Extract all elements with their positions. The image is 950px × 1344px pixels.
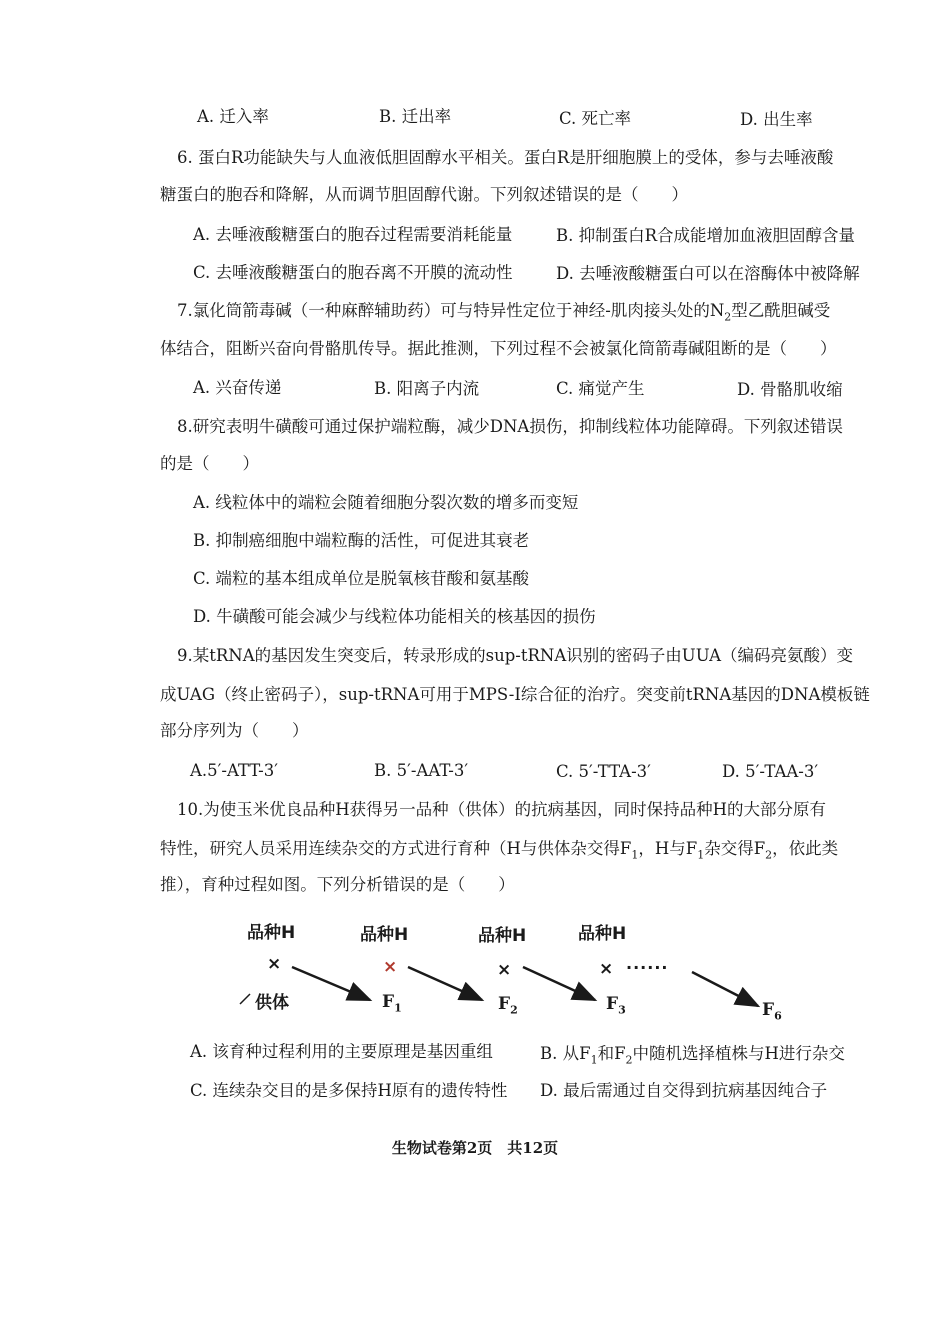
- cross-symbol-4: ×: [599, 959, 614, 979]
- q6-option-a: A. 去唾液酸糖蛋白的胞吞过程需要消耗能量: [193, 225, 513, 244]
- variety-h-label-2: 品种H: [360, 925, 409, 945]
- f2-subscript: 2: [510, 1003, 518, 1017]
- q7-option-d: D. 骨骼肌收缩: [737, 380, 843, 399]
- variety-h-label-1: 品种H: [247, 923, 296, 943]
- q7-stem-subscript: 2: [724, 310, 732, 324]
- q8-option-a: A. 线粒体中的端粒会随着细胞分裂次数的增多而变短: [193, 493, 579, 512]
- pen-mark: [240, 994, 250, 1004]
- generation-f3: [606, 994, 626, 1016]
- q10-option-a: A. 该育种过程利用的主要原理是基因重组: [190, 1042, 493, 1061]
- q9-option-b: B. 5′-AAT-3′: [374, 761, 469, 780]
- q8-option-d: D. 牛磺酸可能会减少与线粒体功能相关的核基因的损伤: [193, 607, 596, 626]
- q7-stem-line1: [177, 300, 830, 328]
- arrow-to-f3: [523, 967, 595, 1000]
- q8-stem-line1: 8.研究表明牛磺酸可通过保护端粒酶，减少DNA损伤，抑制线粒体功能障碍。下列叙述错误: [177, 417, 843, 436]
- q6-stem-line2: 糖蛋白的胞吞和降解，从而调节胆固醇代谢。下列叙述错误的是（ ）: [160, 185, 688, 204]
- q6-option-b: B. 抑制蛋白R合成能增加血液胆固醇含量: [556, 226, 856, 245]
- q5-option-a: A. 迁入率: [197, 107, 269, 126]
- q7-stem-line1-tail: 型乙酰胆碱受: [731, 301, 831, 320]
- donor-label: 供体: [255, 993, 289, 1013]
- q10-line2-part-c: 杂交得F: [704, 839, 766, 858]
- q10-stem-line1: 10.为使玉米优良品种H获得另一品种（供体）的抗病基因，同时保持品种H的大部分原有: [177, 800, 827, 819]
- q10-line2-part-d: ，依此类: [772, 839, 839, 858]
- q10-stem-line2: [160, 838, 838, 866]
- q5-option-b: B. 迁出率: [379, 107, 452, 126]
- q9-stem-line1: 9.某tRNA的基因发生突变后，转录形成的sup-tRNA识别的密码子由UUA（编码亮氨酸）变: [177, 646, 854, 665]
- generation-f6: [762, 1000, 782, 1022]
- f3-letter: F: [606, 994, 619, 1014]
- q10-line2-part-a: 特性，研究人员采用连续杂交的方式进行育种（H与供体杂交得F: [160, 839, 632, 858]
- variety-h-label-3: 品种H: [478, 926, 527, 946]
- q10-sub-1: 1: [631, 848, 639, 862]
- arrow-to-f6: [692, 972, 758, 1006]
- q9-stem-line2: 成UAG（终止密码子），sup-tRNA可用于MPS-I综合征的治疗。突变前tRNA基因的DNA模板链: [160, 685, 870, 704]
- f6-letter: F: [762, 1000, 775, 1020]
- q10-option-b-post: 中随机选择植株与H进行杂交: [632, 1044, 845, 1063]
- generation-f2: [498, 994, 518, 1016]
- f2-letter: F: [498, 994, 511, 1014]
- f6-subscript: 6: [774, 1009, 782, 1023]
- q9-option-c: C. 5′-TTA-3′: [556, 762, 651, 781]
- q10-sub-2: 1: [697, 848, 705, 862]
- q10-stem-line3: 推），育种过程如图。下列分析错误的是（ ）: [160, 875, 515, 894]
- q10-option-b-mid: 和F: [597, 1044, 626, 1063]
- q10-option-d: D. 最后需通过自交得到抗病基因纯合子: [540, 1081, 828, 1100]
- q7-option-c: C. 痛觉产生: [556, 379, 645, 398]
- breeding-diagram: [230, 912, 790, 1022]
- q9-option-d: D. 5′-TAA-3′: [722, 762, 819, 781]
- f1-letter: F: [382, 992, 395, 1012]
- q10-option-b-sub2: 2: [625, 1053, 633, 1067]
- q10-sub-3: 2: [765, 848, 773, 862]
- q10-option-b: [540, 1043, 845, 1071]
- q9-stem-line3: 部分序列为（ ）: [160, 721, 309, 740]
- q8-option-c: C. 端粒的基本组成单位是脱氧核苷酸和氨基酸: [193, 569, 530, 588]
- q10-option-b-sub1: 1: [590, 1053, 598, 1067]
- q10-line2-part-b: ，H与F: [638, 839, 698, 858]
- q5-option-c: C. 死亡率: [559, 109, 632, 128]
- f1-subscript: 1: [394, 1001, 402, 1015]
- q8-stem-line2: 的是（ ）: [160, 454, 259, 473]
- q7-stem-line2: 体结合，阻断兴奋向骨骼肌传导。据此推测，下列过程不会被氯化筒箭毒碱阻断的是（ ）: [160, 339, 837, 358]
- q10-option-c: C. 连续杂交目的是多保持H原有的遗传特性: [190, 1081, 508, 1100]
- continuation-dots: ······: [626, 958, 669, 977]
- generation-f1: [382, 992, 402, 1014]
- q10-option-b-pre: B. 从F: [540, 1044, 591, 1063]
- q6-option-c: C. 去唾液酸糖蛋白的胞吞离不开膜的流动性: [193, 263, 513, 282]
- q5-option-d: D. 出生率: [740, 110, 813, 129]
- q8-option-b: B. 抑制癌细胞中端粒酶的活性，可促进其衰老: [193, 531, 530, 550]
- q7-stem-line1-text: 7.氯化筒箭毒碱（一种麻醉辅助药）可与特异性定位于神经-肌肉接头处的N: [177, 301, 725, 320]
- q6-option-d: D. 去唾液酸糖蛋白可以在溶酶体中被降解: [556, 264, 860, 283]
- q6-stem-line1: 6. 蛋白R功能缺失与人血液低胆固醇水平相关。蛋白R是肝细胞膜上的受体，参与去唾液酸: [177, 148, 834, 167]
- cross-symbol-2: ×: [383, 957, 398, 977]
- q7-option-a: A. 兴奋传递: [193, 378, 282, 397]
- cross-symbol-3: ×: [497, 960, 512, 980]
- arrow-to-f2: [408, 967, 482, 1000]
- q7-option-b: B. 阳离子内流: [374, 379, 480, 398]
- arrow-to-f1: [292, 967, 370, 1000]
- page-footer: 生物试卷第2页 共12页: [391, 1139, 559, 1157]
- variety-h-label-4: 品种H: [578, 924, 627, 944]
- q9-option-a: A.5′-ATT-3′: [190, 761, 279, 780]
- f3-subscript: 3: [618, 1003, 626, 1017]
- cross-symbol-1: ×: [267, 954, 282, 974]
